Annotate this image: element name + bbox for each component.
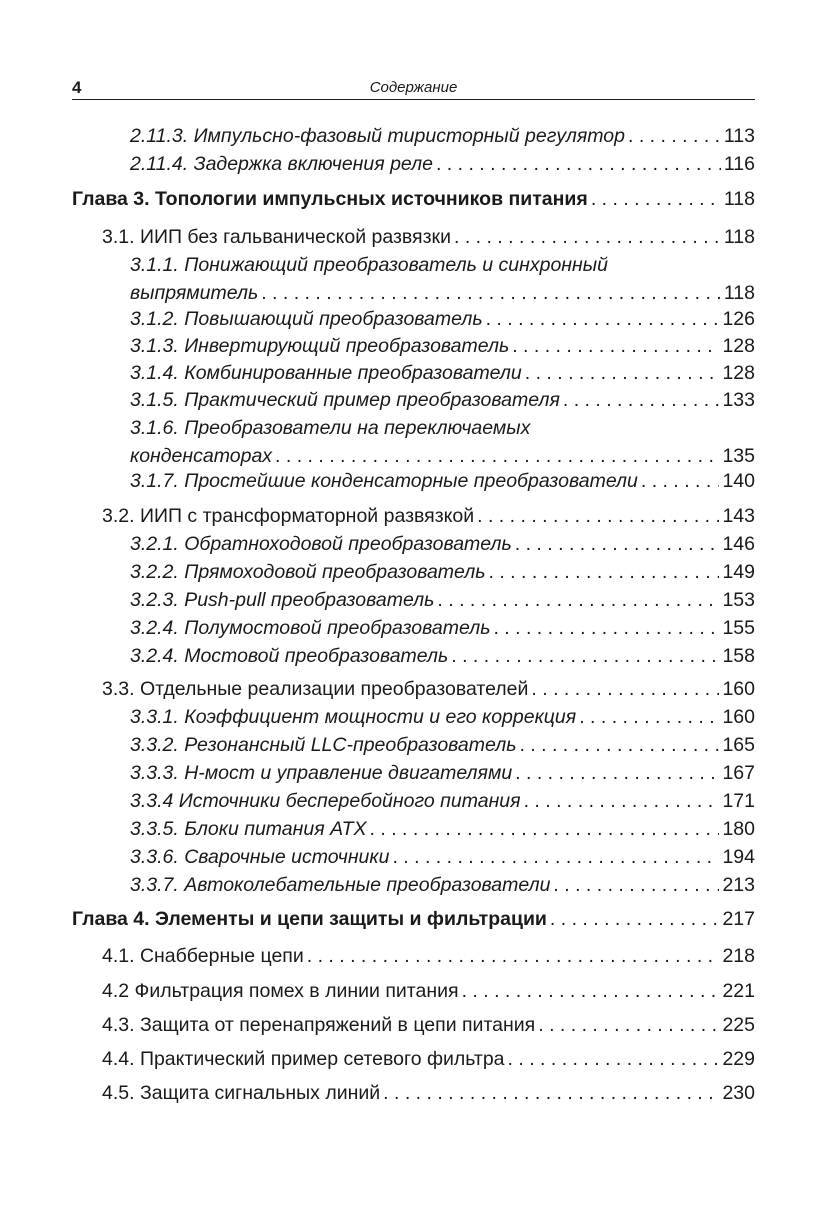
toc-entry-title: 3.2.1. Обратноходовой преобразователь bbox=[130, 533, 512, 555]
toc-chapter-entry bbox=[72, 185, 755, 213]
toc-entry-title: 2.11.3. Импульсно-фазовый тиристорный регулятор bbox=[130, 125, 625, 147]
toc-entry-page: 149 bbox=[722, 561, 755, 583]
toc-entry-title: 4.3. Защита от перенапряжений в цепи питания bbox=[102, 1014, 536, 1036]
dot-leader bbox=[515, 759, 719, 787]
toc-entry-title: 3.1.6. Преобразователи на переключаемых bbox=[130, 417, 531, 439]
toc-entry-page: 126 bbox=[722, 308, 755, 330]
toc-entry-page: 171 bbox=[722, 790, 755, 812]
toc-entry-page: 167 bbox=[722, 762, 755, 784]
toc-entry-title: 2.11.4. Задержка включения реле bbox=[130, 153, 433, 175]
toc-entry-title: 3.1.4. Комбинированные преобразователи bbox=[130, 362, 522, 384]
toc-entry-page: 229 bbox=[722, 1048, 755, 1070]
toc-entry bbox=[72, 150, 755, 178]
dot-leader bbox=[275, 442, 719, 470]
toc-entry-title: 3.3. Отдельные реализации преобразователей bbox=[102, 678, 529, 700]
toc-entry-page: 194 bbox=[722, 846, 755, 868]
toc-entry-title: 3.1. ИИП без гальванической развязки bbox=[102, 226, 451, 248]
toc-entry-page: 218 bbox=[722, 945, 755, 967]
toc-entry-page: 165 bbox=[722, 734, 755, 756]
toc-entry-title: 3.3.4 Источники бесперебойного питания bbox=[130, 790, 521, 812]
toc-section-entry bbox=[72, 1079, 755, 1107]
toc-entry bbox=[72, 731, 755, 759]
toc-entry bbox=[72, 558, 755, 586]
toc-entry-title: 3.2.4. Полумостовой преобразователь bbox=[130, 617, 491, 639]
dot-leader bbox=[462, 977, 720, 1005]
toc-entry-page: 160 bbox=[722, 706, 755, 728]
toc-entry bbox=[72, 703, 755, 731]
toc-entry-page: 128 bbox=[722, 362, 755, 384]
toc-entry bbox=[72, 305, 755, 333]
dot-leader bbox=[307, 942, 720, 970]
toc-entry-title-continued: выпрямитель bbox=[130, 282, 259, 304]
toc-section-entry bbox=[72, 1045, 755, 1073]
dot-leader bbox=[550, 905, 720, 933]
toc-entry-title: 3.1.3. Инвертирующий преобразователь bbox=[130, 335, 510, 357]
toc-entry-title: 3.2.2. Прямоходовой преобразователь bbox=[130, 561, 486, 583]
toc-section-entry bbox=[72, 977, 755, 1005]
toc-entry bbox=[72, 871, 755, 899]
toc-entry-page: 116 bbox=[723, 153, 755, 175]
toc-entry-title: 3.3.7. Автоколебательные преобразователи bbox=[130, 874, 551, 896]
toc-entry bbox=[72, 359, 755, 387]
toc-entry bbox=[72, 815, 755, 843]
toc-entry-title: 3.1.7. Простейшие конденсаторные преобразователи bbox=[130, 470, 638, 492]
dot-leader bbox=[515, 530, 720, 558]
dot-leader bbox=[563, 386, 720, 414]
toc-entry bbox=[72, 251, 755, 307]
toc-entry-title-continued: конденсаторах bbox=[130, 445, 273, 467]
toc-entry-page: 135 bbox=[722, 445, 755, 467]
toc-entry-title: 3.2.4. Мостовой преобразователь bbox=[130, 645, 449, 667]
toc-entry-page: 146 bbox=[722, 533, 755, 555]
dot-leader bbox=[591, 185, 721, 213]
dot-leader bbox=[477, 502, 719, 530]
toc-entry-page: 221 bbox=[722, 980, 755, 1002]
dot-leader bbox=[493, 614, 719, 642]
dot-leader bbox=[437, 586, 719, 614]
page-header bbox=[72, 76, 755, 100]
toc-entry-page: 140 bbox=[722, 470, 755, 492]
dot-leader bbox=[370, 815, 720, 843]
toc-entry-title: 3.2.3. Push-pull преобразователь bbox=[130, 589, 435, 611]
toc-entry-title: 3.3.2. Резонансный LLC-преобразователь bbox=[130, 734, 517, 756]
dot-leader bbox=[383, 1079, 719, 1107]
toc-entry-title: 4.4. Практический пример сетевого фильтра bbox=[102, 1048, 505, 1070]
page-number: 4 bbox=[72, 78, 82, 97]
toc-entry-title: 4.1. Снабберные цепи bbox=[102, 945, 304, 967]
toc-entry-page: 113 bbox=[723, 125, 755, 147]
toc-entry-page: 128 bbox=[722, 335, 755, 357]
running-title: Содержание bbox=[369, 79, 458, 96]
toc-entry-title: 4.5. Защита сигнальных линий bbox=[102, 1082, 381, 1104]
toc-entry-page: 155 bbox=[722, 617, 755, 639]
toc-entry bbox=[72, 787, 755, 815]
dot-leader bbox=[261, 279, 721, 307]
dot-leader bbox=[392, 843, 719, 871]
dot-leader bbox=[436, 150, 721, 178]
header-rule bbox=[72, 99, 755, 100]
toc-entry-page: 158 bbox=[722, 645, 755, 667]
dot-leader bbox=[508, 1045, 720, 1073]
toc-entry bbox=[72, 414, 755, 470]
toc-entry-title: Глава 3. Топологии импульсных источников питания bbox=[72, 188, 588, 210]
dot-leader bbox=[531, 675, 719, 703]
toc-entry-title: 3.1.2. Повышающий преобразователь bbox=[130, 308, 483, 330]
dot-leader bbox=[579, 703, 719, 731]
dot-leader bbox=[454, 223, 721, 251]
toc-section-entry bbox=[72, 223, 755, 251]
toc-section-entry bbox=[72, 942, 755, 970]
dot-leader bbox=[538, 1011, 719, 1039]
dot-leader bbox=[641, 467, 720, 495]
toc-entry-title: 3.1.5. Практический пример преобразователя bbox=[130, 389, 560, 411]
toc-entry-page: 153 bbox=[722, 589, 755, 611]
toc-entry bbox=[72, 122, 755, 150]
toc-section-entry bbox=[72, 1011, 755, 1039]
toc-entry-page: 225 bbox=[722, 1014, 755, 1036]
dot-leader bbox=[519, 731, 719, 759]
toc-entry bbox=[72, 642, 755, 670]
toc-entry-page: 160 bbox=[722, 678, 755, 700]
dot-leader bbox=[525, 359, 720, 387]
toc-entry-page: 213 bbox=[722, 874, 755, 896]
toc-entry-title: 3.3.6. Сварочные источники bbox=[130, 846, 390, 868]
toc-entry bbox=[72, 843, 755, 871]
toc-entry-page: 180 bbox=[722, 818, 755, 840]
toc-section-entry bbox=[72, 502, 755, 530]
dot-leader bbox=[489, 558, 720, 586]
toc-entry bbox=[72, 467, 755, 495]
toc-entry-page: 118 bbox=[723, 282, 755, 304]
toc-entry-title: Глава 4. Элементы и цепи защиты и фильтрации bbox=[72, 908, 547, 930]
toc-chapter-entry bbox=[72, 905, 755, 933]
toc-entry bbox=[72, 586, 755, 614]
dot-leader bbox=[512, 332, 719, 360]
dot-leader bbox=[524, 787, 720, 815]
toc-section-entry bbox=[72, 675, 755, 703]
toc-entry-page: 230 bbox=[722, 1082, 755, 1104]
toc-entry-page: 217 bbox=[722, 908, 755, 930]
toc-entry-title: 3.3.1. Коэффициент мощности и его коррекция bbox=[130, 706, 577, 728]
toc-entry-page: 133 bbox=[722, 389, 755, 411]
toc-entry-title: 3.3.3. H-мост и управление двигателями bbox=[130, 762, 513, 784]
toc-entry bbox=[72, 614, 755, 642]
toc-entry-page: 118 bbox=[723, 226, 755, 248]
toc-entry-title: 3.1.1. Понижающий преобразователь и синхронный bbox=[130, 254, 608, 276]
toc-entry bbox=[72, 386, 755, 414]
toc-entry-title: 3.3.5. Блоки питания ATX bbox=[130, 818, 367, 840]
toc-entry-page: 118 bbox=[723, 188, 755, 210]
dot-leader bbox=[553, 871, 719, 899]
toc-entry bbox=[72, 332, 755, 360]
dot-leader bbox=[628, 122, 721, 150]
toc-entry-page: 143 bbox=[722, 505, 755, 527]
toc-entry-title: 3.2. ИИП с трансформаторной развязкой bbox=[102, 505, 475, 527]
dot-leader bbox=[486, 305, 720, 333]
dot-leader bbox=[451, 642, 719, 670]
toc-entry bbox=[72, 530, 755, 558]
toc-entry bbox=[72, 759, 755, 787]
toc-entry-title: 4.2 Фильтрация помех в линии питания bbox=[102, 980, 459, 1002]
